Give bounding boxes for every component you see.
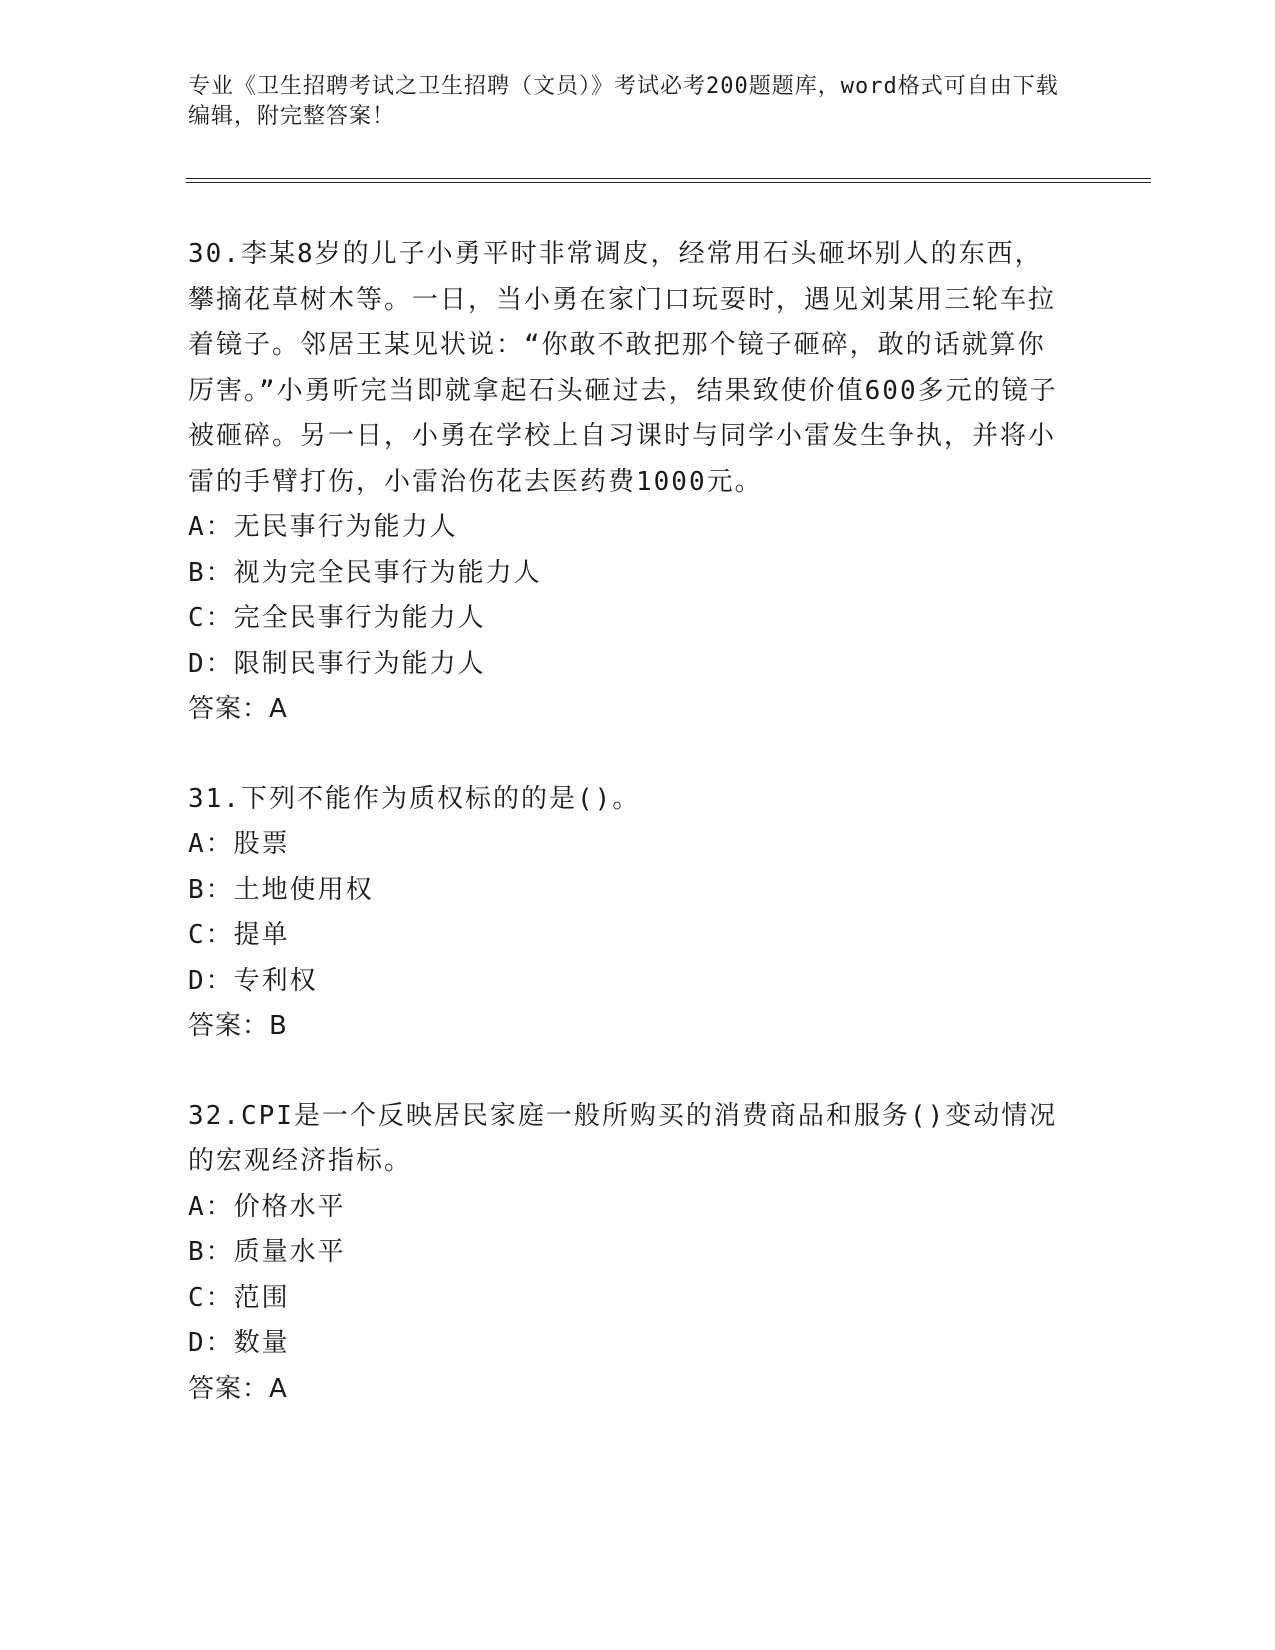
- answer: 答案：B: [188, 1011, 288, 1041]
- option-c: C：范围: [188, 1282, 290, 1313]
- option-b: B：质量水平: [188, 1237, 346, 1267]
- option-b: B：视为完全民事行为能力人: [188, 557, 542, 588]
- answer: 答案：A: [188, 694, 288, 724]
- option-b: B：土地使用权: [188, 874, 374, 905]
- header-divider-top: [186, 178, 1151, 179]
- header-divider-bottom: [186, 182, 1151, 183]
- option-d: D：限制民事行为能力人: [188, 648, 486, 679]
- question-stem: 32.CPI是一个反映居民家庭一般所购买的消费商品和服务()变动情况的宏观经济指标。: [188, 1100, 1058, 1176]
- option-a: A：股票: [188, 829, 290, 859]
- question-30: [188, 232, 1068, 733]
- question-31: [188, 777, 1068, 1050]
- question-stem: 30.李某8岁的儿子小勇平时非常调皮，经常用石头砸坏别人的东西，攀摘花草树木等。一日，当小勇在家门口玩耍时，遇见刘某用三轮车拉着镜子。邻居王某见状说：“你敢不敢把那个镜子砸碎，敢的话就算你厉害。”小勇听完当即就拿起石头砸过去，结果致使价值600多元的镜子被砸碎。另一日，小勇在学校上自习课时与同学小雷发生争执，并将小雷的手臂打伤，小雷治伤花去医药费1000元。: [188, 239, 1058, 497]
- option-d: D：专利权: [188, 965, 318, 996]
- option-c: C：提单: [188, 920, 290, 950]
- option-c: C：完全民事行为能力人: [188, 603, 486, 633]
- answer: 答案：A: [188, 1373, 288, 1404]
- question-32: [188, 1094, 1068, 1413]
- question-stem: 31.下列不能作为质权标的的是()。: [188, 783, 641, 814]
- question-list: [188, 232, 1068, 1456]
- option-a: A：价格水平: [188, 1191, 346, 1222]
- option-d: D：数量: [188, 1328, 290, 1358]
- document-header: 专业《卫生招聘考试之卫生招聘（文员）》考试必考200题题库，word格式可自由下载编辑，附完整答案！: [188, 74, 1059, 129]
- option-a: A：无民事行为能力人: [188, 512, 458, 542]
